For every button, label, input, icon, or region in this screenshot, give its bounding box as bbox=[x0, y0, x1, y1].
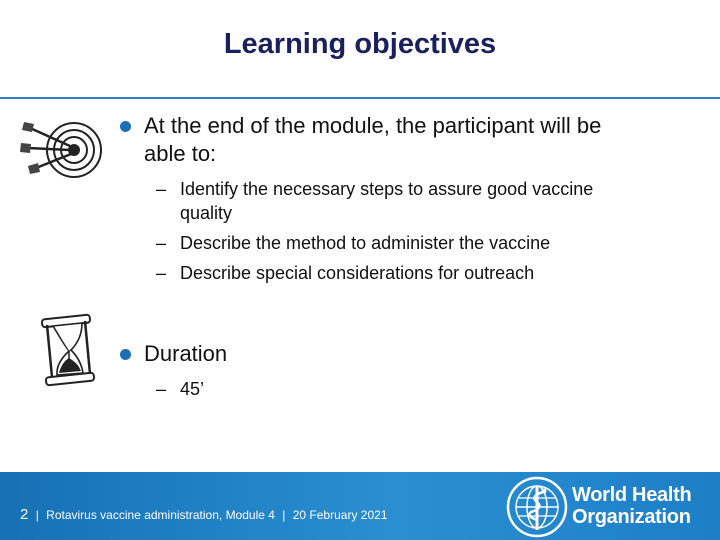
hourglass-icon bbox=[38, 313, 96, 387]
title-divider bbox=[0, 97, 720, 99]
objectives-intro-line2: able to: bbox=[144, 141, 217, 166]
objective-item: – Describe the method to administer the vaccine bbox=[180, 231, 680, 255]
module-title: Rotavirus vaccine administration, Module 4 bbox=[46, 508, 275, 522]
objectives-intro-line1: At the end of the module, the participant will be bbox=[144, 113, 602, 138]
page-number: 2 bbox=[20, 506, 29, 523]
who-wordmark-line2: Organization bbox=[572, 506, 691, 528]
duration-value: 45’ bbox=[180, 379, 205, 399]
footer-info bbox=[20, 506, 387, 523]
footer-separator: | bbox=[35, 508, 39, 522]
bullet-dot bbox=[120, 349, 131, 360]
objectives-bullet bbox=[144, 112, 684, 168]
objective-item-line1: Describe the method to administer the vaccine bbox=[180, 233, 551, 253]
objective-item: – Identify the necessary steps to assure good vaccine quality bbox=[180, 177, 680, 225]
target-with-darts-icon bbox=[18, 112, 104, 184]
footer-date: 20 February 2021 bbox=[292, 508, 388, 522]
who-emblem bbox=[506, 476, 568, 538]
duration-label: Duration bbox=[144, 341, 228, 366]
slide-title: Learning objectives bbox=[223, 28, 497, 60]
who-wordmark-line1: World Health bbox=[572, 484, 692, 506]
objective-item-line1: Describe special considerations for outreach bbox=[180, 263, 535, 283]
duration-item: – 45’ bbox=[180, 377, 380, 401]
footer-separator: | bbox=[282, 508, 286, 522]
bullet-dot bbox=[120, 121, 131, 132]
objective-item: – Describe special considerations for outreach bbox=[180, 261, 680, 285]
duration-bullet bbox=[144, 340, 444, 368]
objective-item-line1: Identify the necessary steps to assure good vaccine bbox=[180, 179, 594, 199]
objective-item-line2: quality bbox=[180, 203, 233, 223]
who-wordmark bbox=[572, 484, 691, 528]
